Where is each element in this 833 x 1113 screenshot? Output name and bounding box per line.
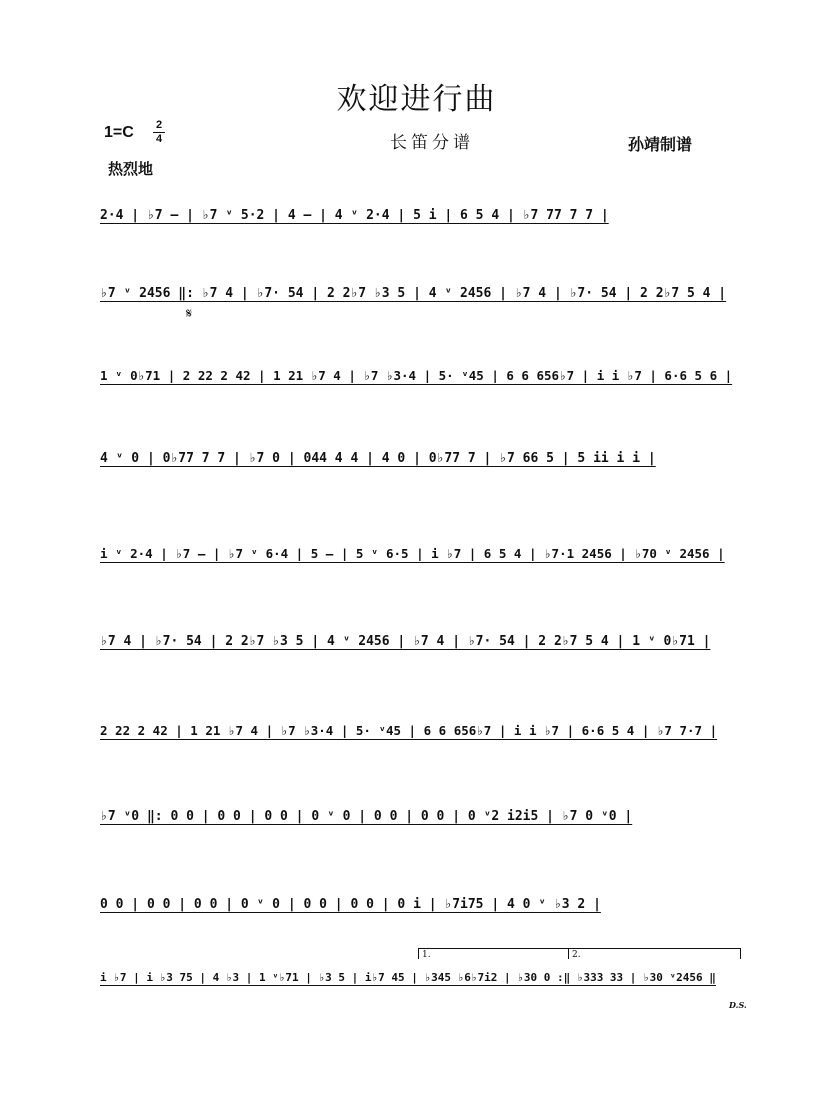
score-line-7 — [100, 715, 740, 755]
key-signature: 1=C — [104, 124, 134, 141]
subtitle: 长笛分谱 — [390, 133, 474, 153]
second-ending-label: 2. — [572, 950, 581, 960]
score-line-5 — [100, 538, 740, 578]
score-line-9-text: 0 0 | 0 0 | 0 0 | 0 ᵛ 0 | 0 0 | 0 0 | 0 i | ♭7i75 | 4 0 ᵛ ♭3 2 | — [100, 897, 601, 912]
arranger: 孙靖制谱 — [628, 135, 693, 154]
score-line-4 — [100, 443, 740, 483]
score-line-6-text: ♭7 4 | ♭7· 54 | 2 2♭7 ♭3 5 | 4 ᵛ 2456 | ♭7 4 | ♭7· 54 | 2 2♭7 5 4 | 1 ᵛ 0♭71 | — [100, 634, 711, 649]
meter-denominator: 4 — [155, 133, 163, 145]
first-ending-label: 1. — [422, 950, 431, 960]
score-line-10-text: i ♭7 | i ♭3 75 | 4 ♭3 | 1 ᵛ♭71 | ♭3 5 | i♭7 45 | ♭345 ♭6♭7i2 | ♭30 0 :‖ ♭333 33 | ♭30 ᵛ2456 ‖ — [100, 971, 716, 984]
time-signature — [153, 120, 165, 145]
score-line-5-text: i ᵛ 2·4 | ♭7 – | ♭7 ᵛ 6·4 | 5 – | 5 ᵛ 6·5 | i ♭7 | 6 5 4 | ♭7·1 2456 | ♭70 ᵛ 2456 | — [100, 546, 725, 561]
first-ending-bracket — [418, 948, 570, 959]
score-line-7-text: 2 22 2 42 | 1 21 ♭7 4 | ♭7 ♭3·4 | 5· ᵛ45 | 6 6 656♭7 | i i ♭7 | 6·6 5 4 | ♭7 7·7 | — [100, 723, 718, 738]
score-line-10 — [100, 963, 740, 1003]
score-line-8 — [100, 801, 740, 841]
ds-marking: D.S. — [729, 1000, 747, 1010]
meter-numerator: 2 — [155, 119, 163, 131]
score-line-8-text: ♭7 ᵛ0 ‖: 0 0 | 0 0 | 0 0 | 0 ᵛ 0 | 0 0 | 0 0 | 0 ᵛ2 i2i5 | ♭7 0 ᵛ0 | — [100, 809, 633, 824]
segno-sign: 𝄋 — [186, 306, 193, 322]
score-line-2 — [100, 278, 740, 318]
score-line-6 — [100, 626, 740, 666]
score-line-9 — [100, 889, 740, 929]
score-line-2-text: ♭7 ᵛ 2456 ‖: ♭7 4 | ♭7· 54 | 2 2♭7 ♭3 5 | 4 ᵛ 2456 | ♭7 4 | ♭7· 54 | 2 2♭7 5 4 | — [100, 286, 727, 301]
score-line-1 — [100, 200, 740, 240]
score-line-3-text: 1 ᵛ 0♭71 | 2 22 2 42 | 1 21 ♭7 4 | ♭7 ♭3·4 | 5· ᵛ45 | 6 6 656♭7 | i i ♭7 | 6·6 5 6 | — [100, 368, 733, 383]
second-ending-bracket — [568, 948, 741, 959]
page-title: 欢迎进行曲 — [336, 82, 497, 117]
score-line-3 — [100, 360, 740, 400]
score-line-1-text: 2·4 | ♭7 – | ♭7 ᵛ 5·2 | 4 – | 4 ᵛ 2·4 | 5 i | 6 5 4 | ♭7 77 7 7 | — [100, 208, 609, 223]
tempo-marking: 热烈地 — [108, 160, 154, 178]
score-line-4-text: 4 ᵛ 0 | 0♭77 7 7 | ♭7 0 | 044 4 4 | 4 0 | 0♭77 7 | ♭7 66 5 | 5 ii i i | — [100, 451, 656, 466]
